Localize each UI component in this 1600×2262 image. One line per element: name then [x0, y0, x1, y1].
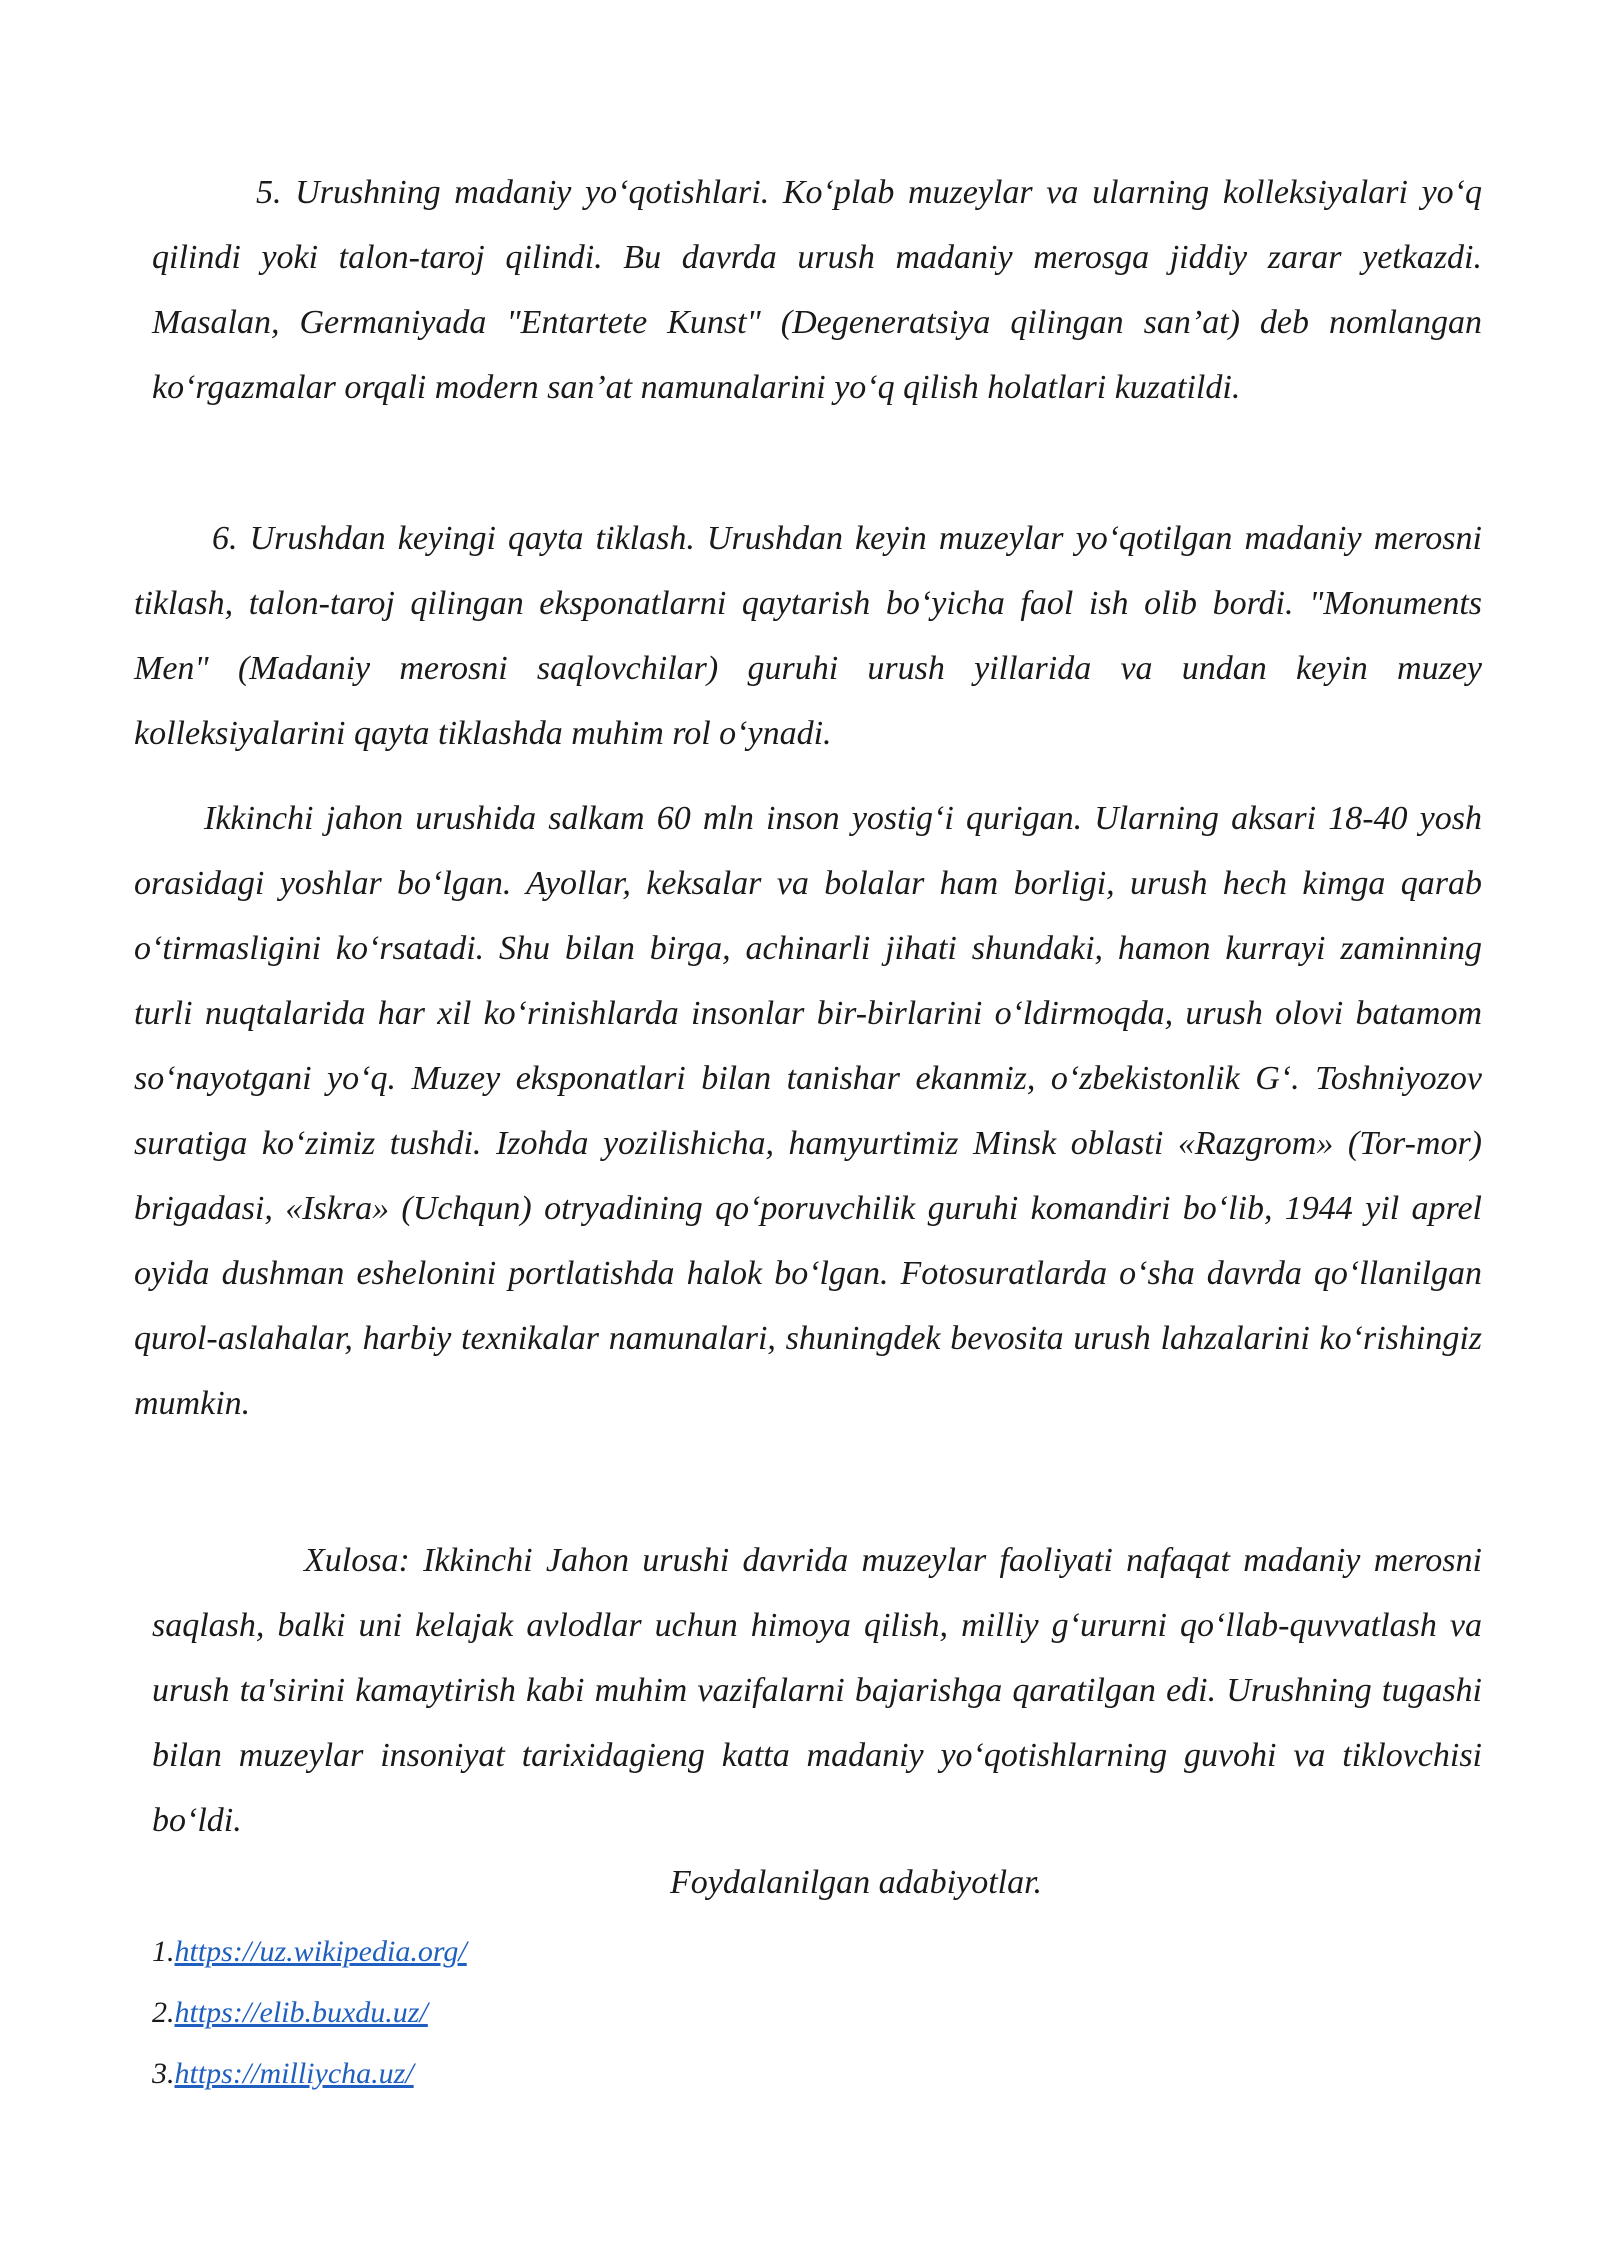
paragraph-conclusion: [152, 1528, 1482, 1853]
reference-number: 1.: [152, 1935, 175, 1968]
paragraph-text: 6. Urushdan keyingi qayta tiklash. Urushdan keyin muzeylar yo‘qotilgan madaniy merosni tiklash, talon-taroj qilingan eksponatlarni qaytarish bo‘yicha faol ish olib bordi. "Monuments Men" (Madaniy merosni saqlovchilar) guruhi urush yillarida va undan keyin muzey kolleksiyalarini qayta tiklashda muhim rol o‘ynadi.: [134, 520, 1482, 752]
paragraph-indent: [152, 174, 256, 211]
reference-link[interactable]: https://elib.buxdu.uz/: [174, 1996, 428, 2029]
references-title: Foydalanilgan adabiyotlar.: [669, 1864, 1043, 1901]
reference-number: 3.: [152, 2057, 175, 2090]
paragraph-text: 5. Urushning madaniy yo‘qotishlari. Ko‘plab muzeylar va ularning kolleksiyalari yo‘q qilindi yoki talon-taroj qilindi. Bu davrda urush madaniy merosga jiddiy zarar yetkazdi. Masalan, Germaniyada "Entartete Kunst" (Degeneratsiya qilingan san’at) deb nomlangan ko‘rgazmalar orqali modern san’at namunalarini yo‘q qilish holatlari kuzatildi.: [152, 174, 1482, 406]
reference-item: [152, 1991, 428, 2035]
paragraph-indent: [134, 520, 212, 557]
paragraph-indent: [134, 800, 204, 837]
paragraph-war-casualties: [134, 786, 1482, 1436]
reference-number: 2.: [152, 1996, 175, 2029]
paragraph-indent: [152, 1542, 304, 1579]
reference-item: [152, 1930, 467, 1974]
reference-item: [152, 2052, 414, 2096]
paragraph-post-war-restoration: [134, 506, 1482, 766]
paragraph-cultural-losses: [152, 160, 1482, 420]
paragraph-text: Ikkinchi jahon urushida salkam 60 mln inson yostig‘i qurigan. Ularning aksari 18-40 yosh orasidagi yoshlar bo‘lgan. Ayollar, keksalar va bolalar ham borligi, urush hech kimga qarab o‘tirmasligini ko‘rsatadi. Shu bilan birga, achinarli jihati shundaki, hamon kurrayi zaminning turli nuqtalarida har xil ko‘rinishlarda insonlar bir-birlarini o‘ldirmoqda, urush olovi batamom so‘nayotgani yo‘q. Muzey eksponatlari bilan tanishar ekanmiz, o‘zbekistonlik G‘. Toshniyozov suratiga ko‘zimiz tushdi. Izohda yozilishicha, hamyurtimiz Minsk oblasti «Razgrom» (Tor-mor) brigadasi, «Iskra» (Uchqun) otryadining qo‘poruvchilik guruhi komandiri bo‘lib, 1944 yil aprel oyida dushman eshelonini portlatishda halok bo‘lgan. Fotosuratlarda o‘sha davrda qo‘llanilgan qurol-aslahalar, harbiy texnikalar namunalari, shuningdek bevosita urush lahzalarini ko‘rishingiz mumkin.: [134, 800, 1482, 1422]
paragraph-text: Xulosa: Ikkinchi Jahon urushi davrida muzeylar faoliyati nafaqat madaniy merosni saqlash, balki uni kelajak avlodlar uchun himoya qilish, milliy g‘ururni qo‘llab-quvvatlash va urush ta'sirini kamaytirish kabi muhim vazifalarni bajarishga qaratilgan edi. Urushning tugashi bilan muzeylar insoniyat tarixidagieng katta madaniy yo‘qotishlarning guvohi va tiklovchisi bo‘ldi.: [152, 1542, 1482, 1839]
reference-link[interactable]: https://uz.wikipedia.org/: [174, 1935, 467, 1968]
reference-link[interactable]: https://milliycha.uz/: [174, 2057, 414, 2090]
